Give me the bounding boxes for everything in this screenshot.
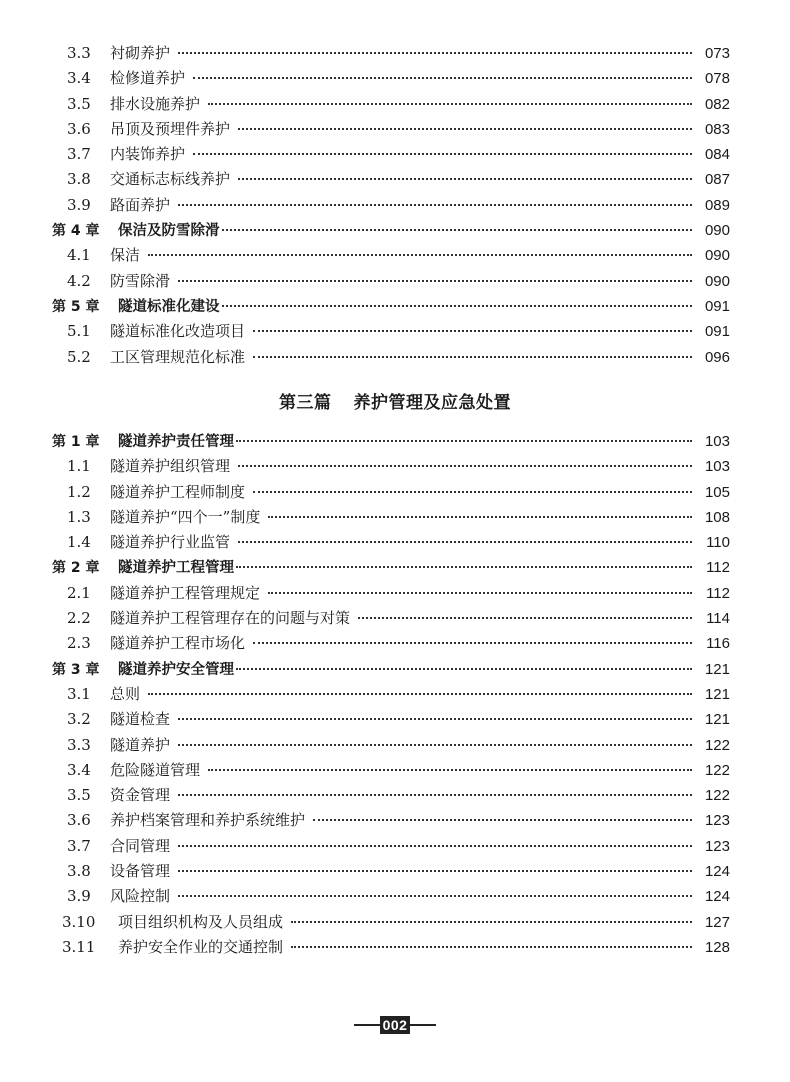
toc-entry-title: 保洁及防雪除滑 — [118, 223, 220, 240]
dot-leader — [148, 254, 692, 256]
toc-section-entry[interactable] — [52, 346, 730, 371]
dot-leader — [222, 229, 693, 231]
toc-entry-page: 114 — [706, 610, 730, 628]
dot-leader — [238, 178, 692, 180]
toc-entry-title: 隧道标准化改造项目 — [110, 322, 246, 341]
toc-entry-page: 110 — [706, 534, 730, 552]
dot-leader — [358, 617, 692, 619]
toc-entry-title: 隧道养护组织管理 — [110, 457, 231, 476]
toc-section-entry[interactable] — [52, 455, 730, 480]
toc-entry-page: 112 — [706, 584, 730, 602]
toc-entry-page: 073 — [704, 45, 730, 62]
toc-entry-number: 2.3 — [67, 634, 91, 653]
toc-entry-page: 089 — [704, 196, 730, 214]
dot-leader — [193, 77, 692, 79]
toc-entry-title: 隧道检查 — [110, 710, 171, 729]
toc-entry-number: 3.8 — [67, 170, 91, 189]
toc-entry-title: 隧道养护 — [110, 735, 171, 754]
dot-leader — [178, 52, 692, 54]
toc-entry-title: 防雪除滑 — [110, 271, 171, 290]
toc-entry-page: 078 — [704, 70, 730, 88]
toc-entry-title: 隧道养护工程师制度 — [110, 482, 246, 501]
toc-chapter-entry[interactable] — [52, 219, 730, 244]
toc-entry-page: 121 — [704, 660, 730, 678]
toc-entry-page: 116 — [706, 635, 730, 653]
dot-leader — [178, 845, 692, 847]
toc-entry-page: 090 — [704, 272, 730, 290]
toc-entry-title: 项目组织机构及人员组成 — [118, 912, 284, 931]
toc-section-entry[interactable] — [52, 911, 730, 936]
toc-entry-number: 3.5 — [67, 786, 91, 805]
dot-leader — [253, 330, 692, 332]
toc-section-entry[interactable] — [52, 244, 730, 269]
toc-entry-number: 4.1 — [67, 246, 91, 265]
toc-entry-number: 第 5 章 — [52, 298, 100, 315]
dot-leader — [291, 946, 692, 948]
toc-section-entry[interactable] — [52, 607, 730, 632]
toc-entry-title: 隧道养护工程管理规定 — [110, 583, 261, 602]
toc-entry-page: 083 — [704, 120, 730, 138]
toc-entry-page: 123 — [704, 837, 730, 855]
toc-entry-number: 1.4 — [67, 533, 91, 552]
toc-entry-title: 养护档案管理和养护系统维护 — [110, 811, 306, 830]
dot-leader — [268, 516, 692, 518]
toc-section-entry[interactable] — [52, 194, 730, 219]
toc-entry-page: 122 — [704, 761, 730, 779]
toc-entry-number: 3.7 — [67, 145, 91, 164]
dot-leader — [222, 305, 693, 307]
dot-leader — [253, 491, 692, 493]
toc-entry-page: 122 — [704, 736, 730, 754]
toc-entry-page: 103 — [704, 433, 730, 450]
toc-entry-page: 123 — [704, 812, 730, 830]
toc-section-entry[interactable] — [52, 885, 730, 910]
part-number: 第三篇 — [279, 393, 332, 413]
toc-entry-number: 2.2 — [67, 609, 91, 628]
footer-rule-right — [410, 1024, 436, 1026]
toc-entry-title: 危险隧道管理 — [110, 760, 201, 779]
toc-entry-title: 资金管理 — [110, 786, 171, 805]
toc-entry-number: 3.5 — [67, 94, 91, 113]
toc-section-entry[interactable] — [52, 168, 730, 193]
toc-section-entry[interactable] — [52, 835, 730, 860]
toc-entry-title: 隧道养护工程管理存在的问题与对策 — [110, 609, 351, 628]
toc-entry-page: 082 — [704, 95, 730, 113]
toc-entry-page: 127 — [704, 913, 730, 931]
toc-entry-number: 3.6 — [67, 119, 91, 138]
toc-section-entry[interactable] — [52, 481, 730, 506]
toc-entry-title: 隧道养护责任管理 — [118, 434, 234, 450]
toc-entry-number: 3.3 — [67, 44, 91, 62]
toc-list-top — [52, 42, 730, 371]
dot-leader — [238, 128, 692, 130]
toc-entry-title: 隧道养护“四个一”制度 — [110, 507, 261, 526]
toc-entry-title: 隧道养护安全管理 — [118, 661, 234, 678]
toc-entry-title: 风险控制 — [110, 887, 171, 906]
toc-entry-title: 养护安全作业的交通控制 — [118, 937, 284, 956]
toc-chapter-entry[interactable] — [52, 295, 730, 320]
toc-entry-title: 内装饰养护 — [110, 145, 186, 164]
dot-leader — [178, 870, 692, 872]
toc-entry-page: 091 — [704, 323, 730, 341]
part-heading — [0, 388, 790, 413]
toc-chapter-entry[interactable] — [52, 556, 730, 581]
toc-entry-page: 108 — [704, 508, 730, 526]
toc-section-entry[interactable] — [52, 506, 730, 531]
toc-entry-page: 122 — [704, 787, 730, 805]
toc-entry-title: 总则 — [110, 684, 141, 703]
toc-section-entry[interactable] — [52, 143, 730, 168]
toc-entry-page: 087 — [704, 171, 730, 189]
toc-entry-number: 3.8 — [67, 862, 91, 881]
toc-entry-title: 衬砌养护 — [110, 44, 171, 62]
dot-leader — [236, 668, 692, 670]
toc-entry-number: 3.3 — [67, 735, 91, 754]
dot-leader — [178, 744, 692, 746]
dot-leader — [178, 895, 692, 897]
toc-list-bottom — [52, 430, 730, 961]
toc-entry-page: 121 — [704, 711, 730, 729]
toc-chapter-entry[interactable] — [52, 430, 730, 455]
toc-entry-number: 1.1 — [67, 457, 91, 476]
toc-entry-number: 4.2 — [67, 271, 91, 290]
toc-entry-title: 路面养护 — [110, 195, 171, 214]
toc-entry-number: 3.1 — [67, 684, 91, 703]
dot-leader — [238, 465, 692, 467]
toc-entry-title: 隧道养护工程管理 — [118, 560, 234, 577]
dot-leader — [178, 794, 692, 796]
toc-section-entry[interactable] — [52, 784, 730, 809]
toc-entry-number: 3.2 — [67, 710, 91, 729]
dot-leader — [178, 204, 692, 206]
toc-entry-number: 第 2 章 — [52, 560, 100, 577]
toc-section-entry[interactable] — [52, 860, 730, 885]
toc-section-entry[interactable] — [52, 320, 730, 345]
dot-leader — [148, 693, 692, 695]
dot-leader — [313, 819, 692, 821]
toc-entry-title: 隧道养护行业监管 — [110, 533, 231, 552]
toc-entry-title: 设备管理 — [110, 862, 171, 881]
dot-leader — [291, 921, 692, 923]
toc-entry-title: 吊顶及预埋件养护 — [110, 119, 231, 138]
toc-entry-page: 084 — [704, 146, 730, 164]
dot-leader — [208, 769, 692, 771]
dot-leader — [178, 718, 692, 720]
toc-entry-title: 排水设施养护 — [110, 94, 201, 113]
toc-entry-title: 检修道养护 — [110, 69, 186, 88]
toc-section-entry[interactable] — [52, 936, 730, 961]
toc-entry-number: 1.3 — [67, 507, 91, 526]
toc-entry-page: 090 — [704, 222, 730, 240]
toc-entry-page: 091 — [704, 297, 730, 315]
toc-section-entry[interactable] — [52, 708, 730, 733]
toc-entry-title: 隧道养护工程市场化 — [110, 634, 246, 653]
toc-section-entry[interactable] — [52, 93, 730, 118]
toc-entry-number: 第 4 章 — [52, 223, 100, 240]
toc-entry-title: 隧道标准化建设 — [118, 298, 220, 315]
toc-entry-title: 合同管理 — [110, 836, 171, 855]
toc-section-entry[interactable] — [52, 734, 730, 759]
toc-entry-title: 保洁 — [110, 246, 141, 265]
toc-entry-page: 124 — [704, 863, 730, 881]
toc-section-entry[interactable] — [52, 118, 730, 143]
toc-entry-page: 103 — [704, 458, 730, 476]
page-number: 002 — [380, 1016, 411, 1034]
part-title: 养护管理及应急处置 — [353, 393, 511, 413]
dot-leader — [236, 440, 692, 442]
toc-section-entry[interactable] — [52, 683, 730, 708]
toc-entry-number: 3.4 — [67, 760, 91, 779]
toc-section-entry[interactable] — [52, 809, 730, 834]
toc-entry-number: 3.9 — [67, 195, 91, 214]
dot-leader — [238, 541, 692, 543]
toc-entry-number: 3.10 — [62, 912, 96, 931]
toc-entry-page: 090 — [704, 247, 730, 265]
toc-entry-page: 124 — [704, 888, 730, 906]
toc-entry-number: 5.1 — [67, 322, 91, 341]
toc-section-entry[interactable] — [52, 42, 730, 67]
toc-entry-number: 3.4 — [67, 69, 91, 88]
toc-entry-number: 5.2 — [67, 347, 91, 366]
toc-entry-title: 交通标志标线养护 — [110, 170, 231, 189]
dot-leader — [236, 566, 692, 568]
toc-entry-number: 3.11 — [62, 937, 96, 956]
footer-rule-left — [354, 1024, 380, 1026]
toc-section-entry[interactable] — [52, 67, 730, 92]
toc-entry-page: 121 — [704, 685, 730, 703]
toc-section-entry[interactable] — [52, 582, 730, 607]
toc-section-entry[interactable] — [52, 632, 730, 657]
toc-entry-number: 第 3 章 — [52, 661, 100, 678]
toc-section-entry[interactable] — [52, 270, 730, 295]
toc-section-entry[interactable] — [52, 531, 730, 556]
toc-entry-page: 096 — [704, 348, 730, 366]
dot-leader — [253, 356, 692, 358]
toc-entry-number: 第 1 章 — [52, 434, 100, 450]
toc-section-entry[interactable] — [52, 759, 730, 784]
toc-entry-page: 128 — [704, 938, 730, 956]
toc-entry-title: 工区管理规范化标准 — [110, 347, 246, 366]
toc-entry-page: 105 — [704, 483, 730, 501]
toc-entry-number: 2.1 — [67, 583, 91, 602]
dot-leader — [193, 153, 692, 155]
dot-leader — [178, 280, 692, 282]
toc-entry-number: 3.6 — [67, 811, 91, 830]
toc-chapter-entry[interactable] — [52, 658, 730, 683]
toc-entry-number: 1.2 — [67, 482, 91, 501]
dot-leader — [253, 642, 692, 644]
toc-entry-number: 3.9 — [67, 887, 91, 906]
dot-leader — [208, 103, 692, 105]
dot-leader — [268, 592, 692, 594]
page-footer — [0, 1016, 790, 1034]
toc-entry-number: 3.7 — [67, 836, 91, 855]
toc-entry-page: 112 — [706, 559, 730, 577]
